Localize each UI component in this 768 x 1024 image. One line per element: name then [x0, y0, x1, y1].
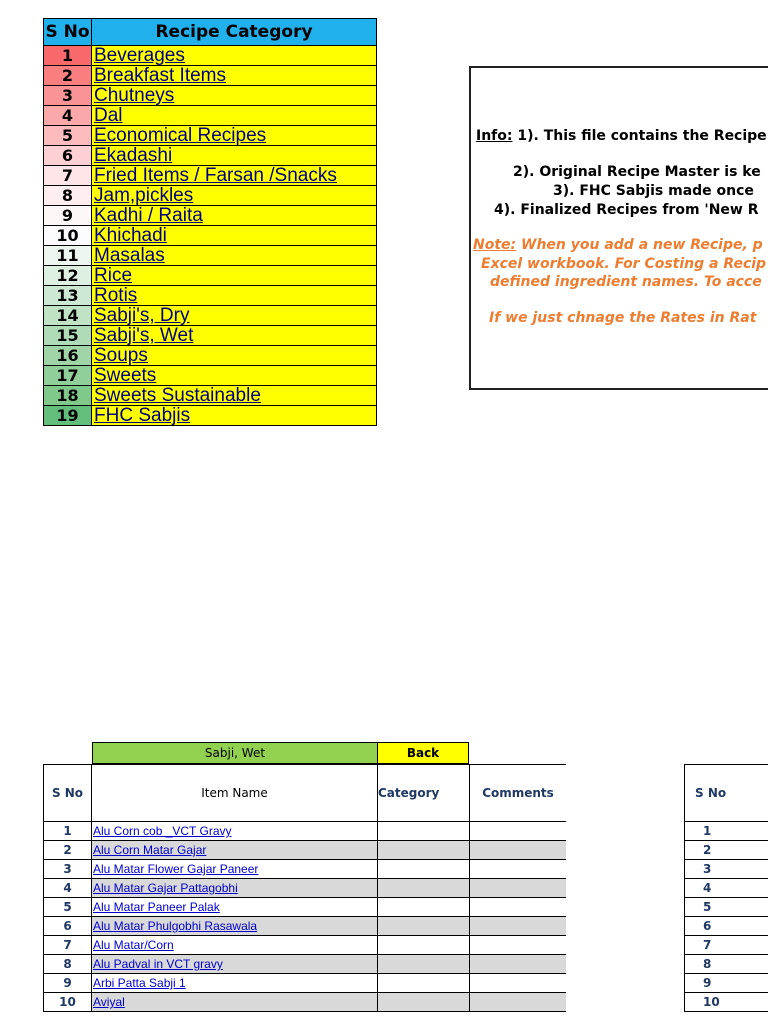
info-line-3: 3). FHC Sabjis made once [553, 183, 754, 199]
item-link[interactable]: Alu Matar Flower Gajar Paneer [93, 862, 259, 876]
item-link[interactable]: Alu Matar/Corn [93, 938, 174, 952]
category-number: 2 [44, 66, 92, 86]
category-link[interactable]: Khichadi [94, 225, 167, 246]
right-table-row [685, 841, 768, 860]
recipe-category-table [43, 18, 377, 426]
item-comments-cell[interactable] [470, 860, 567, 879]
item-comments-cell[interactable] [470, 879, 567, 898]
right-row-number: 7 [685, 936, 768, 955]
items-sno-header: S No [44, 765, 92, 822]
category-cell [92, 346, 377, 366]
right-row-number: 6 [685, 917, 768, 936]
category-link[interactable]: Rice [94, 265, 133, 286]
category-row [44, 146, 377, 166]
category-cell [92, 186, 377, 206]
category-cell [92, 366, 377, 386]
category-number: 9 [44, 206, 92, 226]
back-button[interactable]: Back [377, 742, 469, 764]
item-comments-cell[interactable] [470, 841, 567, 860]
info-box [469, 66, 768, 390]
right-row-number: 10 [685, 993, 768, 1012]
category-number: 11 [44, 246, 92, 266]
right-table-row [685, 993, 768, 1012]
category-number: 1 [44, 46, 92, 66]
item-link[interactable]: Alu Corn Matar Gajar [93, 843, 207, 857]
right-table-row [685, 955, 768, 974]
item-name-cell [92, 974, 378, 993]
item-link[interactable]: Aviyal [93, 995, 125, 1009]
item-name-cell [92, 993, 378, 1012]
category-row [44, 186, 377, 206]
right-table-row [685, 822, 768, 841]
item-link[interactable]: Alu Matar Gajar Pattagobhi [93, 881, 238, 895]
category-link[interactable]: Masalas [94, 245, 165, 266]
item-name-cell [92, 822, 378, 841]
item-number: 8 [44, 955, 92, 974]
category-row [44, 286, 377, 306]
category-row [44, 226, 377, 246]
category-number: 10 [44, 226, 92, 246]
category-title-cell: Sabji, Wet [92, 742, 378, 764]
category-number: 4 [44, 106, 92, 126]
right-row-number: 1 [685, 822, 768, 841]
item-name-cell [92, 879, 378, 898]
category-link[interactable]: Ekadashi [94, 145, 173, 166]
note-text-1: When you add a new Recipe, p [516, 237, 763, 253]
item-number: 4 [44, 879, 92, 898]
right-row-number: 3 [685, 860, 768, 879]
category-cell [92, 266, 377, 286]
category-number: 17 [44, 366, 92, 386]
category-cell [92, 226, 377, 246]
item-link[interactable]: Alu Matar Paneer Palak [93, 900, 220, 914]
note-line-3: defined ingredient names. To acce [490, 274, 762, 290]
category-cell [92, 306, 377, 326]
category-cell [92, 106, 377, 126]
item-category-cell[interactable] [378, 974, 470, 993]
category-link[interactable]: Breakfast Items [94, 65, 226, 86]
right-sno-header: S No [685, 765, 768, 822]
table-row [44, 879, 567, 898]
item-number: 5 [44, 898, 92, 917]
category-row [44, 266, 377, 286]
item-category-cell[interactable] [378, 860, 470, 879]
category-link[interactable]: FHC Sabjis [94, 405, 191, 426]
right-row-number: 9 [685, 974, 768, 993]
category-link[interactable]: Dal [94, 105, 123, 126]
items-table-header [44, 765, 567, 822]
category-row [44, 366, 377, 386]
category-row [44, 206, 377, 226]
item-number: 2 [44, 841, 92, 860]
category-link[interactable]: Sabji's, Dry [94, 305, 190, 326]
category-row [44, 406, 377, 426]
right-table-row [685, 974, 768, 993]
item-category-cell[interactable] [378, 841, 470, 860]
category-row [44, 326, 377, 346]
category-table-header [44, 19, 377, 46]
item-name-cell [92, 955, 378, 974]
right-row-number: 8 [685, 955, 768, 974]
item-category-cell[interactable] [378, 879, 470, 898]
table-row [44, 993, 567, 1012]
item-number: 1 [44, 822, 92, 841]
recipe-items-table [43, 764, 566, 1012]
category-cell [92, 246, 377, 266]
category-number: 12 [44, 266, 92, 286]
category-link[interactable]: Sweets Sustainable [94, 385, 261, 406]
item-category-cell[interactable] [378, 898, 470, 917]
category-link[interactable]: Fried Items / Farsan /Snacks [94, 165, 337, 186]
table-row [44, 955, 567, 974]
note-line-2: Excel workbook. For Costing a Recip [481, 256, 767, 272]
item-comments-cell[interactable] [470, 974, 567, 993]
right-partial-table [684, 764, 768, 1012]
item-category-cell[interactable] [378, 936, 470, 955]
item-name-cell [92, 898, 378, 917]
right-table-row [685, 860, 768, 879]
category-link[interactable]: Beverages [94, 45, 185, 66]
category-link[interactable]: Sabji's, Wet [94, 325, 194, 346]
category-cell [92, 286, 377, 306]
category-link[interactable]: Chutneys [94, 85, 175, 106]
info-text-1: 1). This file contains the Recipe [512, 128, 767, 144]
category-link[interactable]: Sweets [94, 365, 157, 386]
right-table-row [685, 879, 768, 898]
info-line-2: 2). Original Recipe Master is ke [513, 164, 761, 180]
info-line-1 [476, 128, 767, 144]
category-number: 18 [44, 386, 92, 406]
category-row [44, 66, 377, 86]
right-table-row [685, 936, 768, 955]
category-cell [92, 386, 377, 406]
item-comments-cell[interactable] [470, 955, 567, 974]
item-category-cell[interactable] [378, 955, 470, 974]
item-number: 6 [44, 917, 92, 936]
category-link[interactable]: Economical Recipes [94, 125, 267, 146]
info-line-4: 4). Finalized Recipes from 'New R [494, 202, 759, 218]
category-number: 15 [44, 326, 92, 346]
category-number: 16 [44, 346, 92, 366]
item-name-header: Item Name [92, 765, 378, 822]
right-table-row [685, 917, 768, 936]
comments-header: Comments [470, 765, 567, 822]
category-link[interactable]: Jam,pickles [94, 185, 194, 206]
table-row [44, 841, 567, 860]
note-line-1 [473, 237, 763, 253]
table-row [44, 822, 567, 841]
category-link[interactable]: Kadhi / Raita [94, 205, 203, 226]
category-number: 7 [44, 166, 92, 186]
category-link[interactable]: Rotis [94, 285, 138, 306]
right-table-header [685, 765, 768, 822]
note-line-4: If we just chnage the Rates in Rat [489, 310, 757, 326]
item-number: 10 [44, 993, 92, 1012]
recipe-category-header: Recipe Category [92, 19, 377, 46]
category-number: 19 [44, 406, 92, 426]
category-cell [92, 66, 377, 86]
item-comments-cell[interactable] [470, 993, 567, 1012]
category-link[interactable]: Soups [94, 345, 148, 366]
item-name-cell [92, 917, 378, 936]
category-row [44, 346, 377, 366]
item-comments-cell[interactable] [470, 898, 567, 917]
item-link[interactable]: Alu Padval in VCT gravy [93, 957, 223, 971]
table-row [44, 898, 567, 917]
table-row [44, 936, 567, 955]
category-row [44, 386, 377, 406]
category-row [44, 166, 377, 186]
item-link[interactable]: Arbi Patta Sabji 1 [93, 976, 186, 990]
item-comments-cell[interactable] [470, 936, 567, 955]
category-header: Category [378, 765, 470, 822]
category-row [44, 106, 377, 126]
category-number: 13 [44, 286, 92, 306]
category-row [44, 246, 377, 266]
category-row [44, 86, 377, 106]
right-row-number: 2 [685, 841, 768, 860]
item-link[interactable]: Alu Corn cob _VCT Gravy [93, 824, 232, 838]
table-row [44, 974, 567, 993]
info-label: Info: [476, 128, 513, 144]
category-number: 6 [44, 146, 92, 166]
right-row-number: 5 [685, 898, 768, 917]
item-category-cell[interactable] [378, 822, 470, 841]
category-cell [92, 206, 377, 226]
item-category-cell[interactable] [378, 993, 470, 1012]
right-table-row [685, 898, 768, 917]
category-number: 8 [44, 186, 92, 206]
category-cell [92, 406, 377, 426]
category-number: 3 [44, 86, 92, 106]
note-label: Note: [473, 237, 517, 253]
category-number: 14 [44, 306, 92, 326]
table-row [44, 917, 567, 936]
category-row [44, 126, 377, 146]
item-category-cell[interactable] [378, 917, 470, 936]
category-number: 5 [44, 126, 92, 146]
item-comments-cell[interactable] [470, 822, 567, 841]
item-number: 7 [44, 936, 92, 955]
item-name-cell [92, 860, 378, 879]
category-cell [92, 46, 377, 66]
item-name-cell [92, 841, 378, 860]
item-number: 9 [44, 974, 92, 993]
category-cell [92, 166, 377, 186]
right-row-number: 4 [685, 879, 768, 898]
item-link[interactable]: Alu Matar Phulgobhi Rasawala [93, 919, 258, 933]
sno-header: S No [44, 19, 92, 46]
category-row [44, 46, 377, 66]
category-row [44, 306, 377, 326]
table-row [44, 860, 567, 879]
item-name-cell [92, 936, 378, 955]
category-cell [92, 86, 377, 106]
category-cell [92, 146, 377, 166]
item-number: 3 [44, 860, 92, 879]
category-cell [92, 126, 377, 146]
item-comments-cell[interactable] [470, 917, 567, 936]
category-cell [92, 326, 377, 346]
